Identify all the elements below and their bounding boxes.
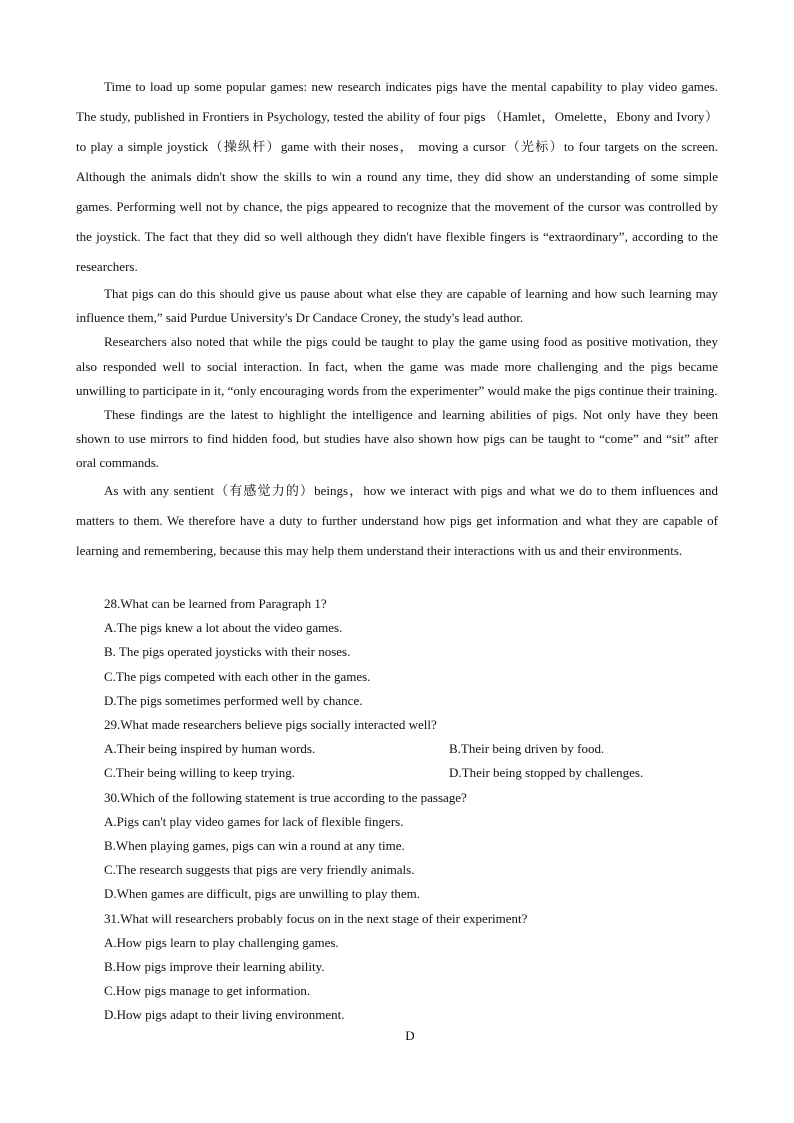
option-a: A.How pigs learn to play challenging games. <box>104 934 339 950</box>
option-c: C.The research suggests that pigs are very friendly animals. <box>104 862 415 878</box>
option-b: B.When playing games, pigs can win a round at any time. <box>104 838 405 854</box>
question-stem: 31.What will researchers probably focus on in the next stage of their experiment? <box>104 910 528 926</box>
paragraph-5: As with any sentient（有感觉力的）beings，how we interact with pigs and what we do to them influences and matters to them. We therefore have a duty to further understand how pigs get information and what they are capable of learning and remembering, because this may help them understand their interactions with us and their environments. <box>76 482 718 558</box>
option-b: B. The pigs operated joysticks with their noses. <box>104 644 351 660</box>
question-30 <box>104 786 724 907</box>
paragraph-2: That pigs can do this should give us pause about what else they are capable of learning and how such learning may influence them,” said Purdue University's Dr Candace Croney, the study's lead author. <box>76 286 718 326</box>
option-b: B.How pigs improve their learning ability. <box>104 959 325 975</box>
question-stem: 28.What can be learned from Paragraph 1? <box>104 596 327 611</box>
option-d: D.The pigs sometimes performed well by chance. <box>104 692 363 708</box>
option-row <box>104 737 724 761</box>
option-d: D.When games are difficult, pigs are unwilling to play them. <box>104 886 421 902</box>
question-28 <box>104 592 724 713</box>
paragraph-1: Time to load up some popular games: new research indicates pigs have the mental capability to play video games. The study, published in Frontiers in Psychology, tested the ability of four pigs （Hamlet，Omelette，Ebony and Ivory） to play a simple joystick（操纵杆）game with their noses， moving a cursor（光标）to four targets on the screen. Although the animals didn't show the skills to win a round any time, they did show an understanding of some simple games. Performing well not by chance, the pigs appeared to recognize that the movement of the cursor was controlled by the joystick. The fact that they did so well although they didn't have flexible fingers is “extraordinary”, according to the researchers. <box>76 79 718 274</box>
option-d: D.Their being stopped by challenges. <box>449 765 644 781</box>
option-c: C.Their being willing to keep trying. <box>104 765 295 781</box>
question-31 <box>104 907 724 1028</box>
option-d: D.How pigs adapt to their living environment. <box>104 1007 345 1023</box>
option-row <box>104 761 724 785</box>
option-a: A.The pigs knew a lot about the video games. <box>104 620 343 636</box>
paragraph-3: Researchers also noted that while the pigs could be taught to play the game using food as positive motivation, they also responded well to social interaction. In fact, when the game was made more challenging and the pigs became unwilling to participate in it, “only encouraging words from the experimenter” would make the pigs continue their training. <box>76 334 718 398</box>
question-29 <box>104 713 724 786</box>
paragraph-4: These findings are the latest to highlight the intelligence and learning abilities of pigs. Not only have they been shown to use mirrors to find hidden food, but studies have also shown how pigs can be taught to “come” and “sit” after oral commands. <box>76 407 718 471</box>
section-letter: D <box>405 1028 415 1043</box>
question-stem: 29.What made researchers believe pigs socially interacted well? <box>104 717 437 733</box>
question-stem: 30.Which of the following statement is true according to the passage? <box>104 789 467 805</box>
option-b: B.Their being driven by food. <box>449 741 605 757</box>
option-c: C.The pigs competed with each other in the games. <box>104 668 371 684</box>
option-c: C.How pigs manage to get information. <box>104 983 311 999</box>
reading-passage <box>76 72 718 566</box>
question-list <box>104 592 724 1028</box>
option-a: A.Pigs can't play video games for lack of flexible fingers. <box>104 813 404 829</box>
option-a: A.Their being inspired by human words. <box>104 741 316 757</box>
